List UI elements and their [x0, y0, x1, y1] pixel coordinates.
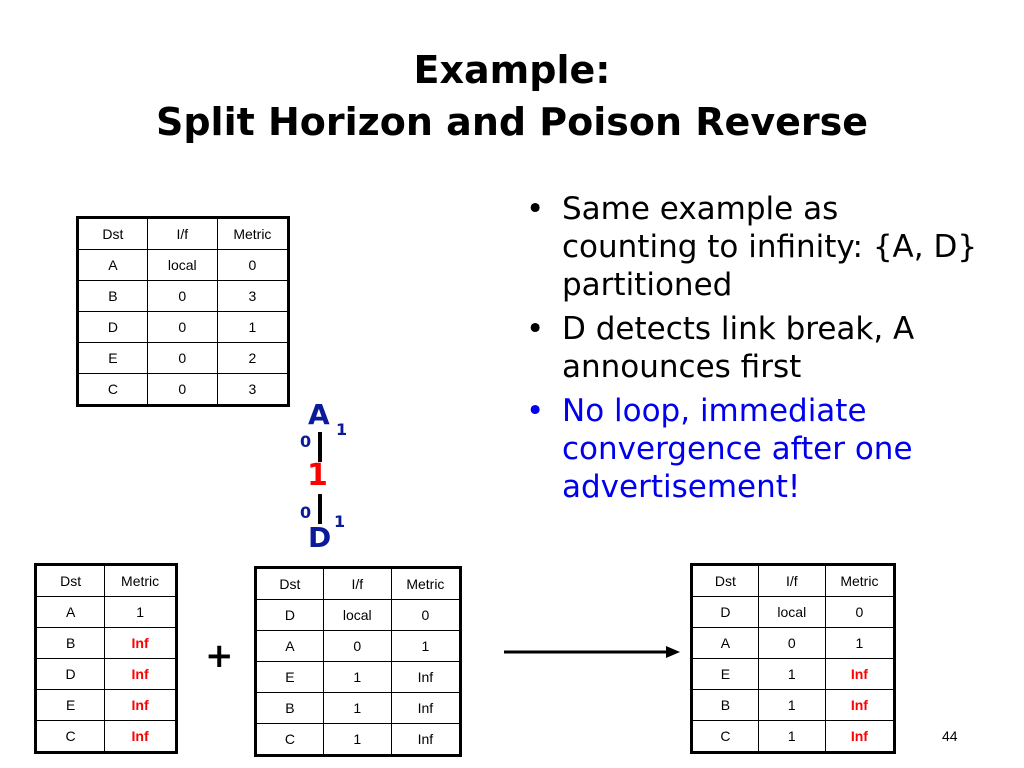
table-cell-inf: Inf [105, 721, 177, 753]
title-line-1: Example: [413, 48, 611, 92]
bullet-text: D detects link break, A announces first [562, 311, 915, 385]
header-cell: Metric [391, 568, 460, 600]
bullet-item [522, 190, 982, 304]
node-d: D [308, 521, 332, 554]
table-cell: D [692, 597, 759, 628]
table-row [692, 597, 895, 628]
plus-sign: + [205, 636, 234, 676]
bullet-item [522, 310, 982, 386]
table-cell: C [36, 721, 105, 753]
table-cell: E [256, 662, 324, 693]
table-cell: 0 [391, 600, 460, 631]
table-cell: B [256, 693, 324, 724]
routing-table-d [254, 566, 462, 757]
table-cell: Inf [391, 724, 460, 756]
table-cell: A [692, 628, 759, 659]
link-line-lower [318, 494, 322, 524]
arrow-right-icon [502, 642, 682, 662]
table-row [36, 690, 177, 721]
bullet-dot-icon: • [526, 311, 545, 347]
table-row [692, 659, 895, 690]
bullet-dot-icon: • [526, 191, 545, 227]
header-cell: I/f [758, 565, 825, 597]
table-cell: 2 [217, 343, 288, 374]
node-d-interface-right: 1 [334, 512, 346, 531]
table-cell-inf: Inf [825, 690, 894, 721]
table-row [692, 721, 895, 753]
table-cell: 3 [217, 281, 288, 312]
bullet-item-highlight [522, 392, 982, 506]
table-cell-inf: Inf [825, 659, 894, 690]
table-row [78, 312, 289, 343]
table-cell: 1 [323, 724, 391, 756]
table-row [256, 631, 461, 662]
header-cell: Metric [825, 565, 894, 597]
routing-table-d-updated [690, 563, 896, 754]
header-cell: I/f [323, 568, 391, 600]
table-cell: 0 [147, 343, 217, 374]
table-header-row [692, 565, 895, 597]
table-cell: E [36, 690, 105, 721]
table-row [256, 693, 461, 724]
table-cell: 1 [758, 721, 825, 753]
node-a: A [308, 398, 330, 431]
table-cell: A [36, 597, 105, 628]
header-cell: I/f [147, 218, 217, 250]
table-cell: 1 [758, 690, 825, 721]
table-cell-inf: Inf [105, 690, 177, 721]
table-cell: C [78, 374, 148, 406]
table-cell: D [256, 600, 324, 631]
table-cell: Inf [391, 693, 460, 724]
table-cell: local [147, 250, 217, 281]
table-cell: 1 [105, 597, 177, 628]
table-row [36, 628, 177, 659]
table-row [78, 343, 289, 374]
table-cell: 0 [758, 628, 825, 659]
bullet-text: No loop, immediate convergence after one advertisement! [562, 393, 913, 505]
table-cell-inf: Inf [825, 721, 894, 753]
table-cell: 3 [217, 374, 288, 406]
table-cell: 0 [825, 597, 894, 628]
table-cell: 1 [323, 662, 391, 693]
table-row [256, 662, 461, 693]
table-cell: 1 [825, 628, 894, 659]
table-cell: E [78, 343, 148, 374]
table-cell: B [692, 690, 759, 721]
node-a-interface-right: 1 [336, 420, 348, 439]
header-cell: Dst [256, 568, 324, 600]
table-cell: 0 [323, 631, 391, 662]
table-cell: local [758, 597, 825, 628]
table-row [36, 721, 177, 753]
table-cell: B [78, 281, 148, 312]
node-d-interface-left: 0 [300, 503, 312, 522]
table-row [692, 628, 895, 659]
table-row [78, 374, 289, 406]
table-cell: local [323, 600, 391, 631]
bullet-text: Same example as counting to infinity: {A, D} partitioned [562, 191, 978, 303]
table-cell: 0 [217, 250, 288, 281]
header-cell: Dst [36, 565, 105, 597]
node-a-interface-left: 0 [300, 432, 312, 451]
table-cell: D [36, 659, 105, 690]
table-cell: Inf [391, 662, 460, 693]
table-cell: 1 [323, 693, 391, 724]
table-row [36, 659, 177, 690]
title-line-2: Split Horizon and Poison Reverse [155, 100, 869, 144]
routing-table-a [76, 216, 290, 407]
header-cell: Dst [78, 218, 148, 250]
table-row [256, 724, 461, 756]
header-cell: Metric [217, 218, 288, 250]
table-row [78, 250, 289, 281]
table-cell: A [256, 631, 324, 662]
table-cell: C [256, 724, 324, 756]
table-cell: 0 [147, 374, 217, 406]
table-cell: C [692, 721, 759, 753]
table-cell: A [78, 250, 148, 281]
header-cell: Dst [692, 565, 759, 597]
table-header-row [78, 218, 289, 250]
table-row [692, 690, 895, 721]
table-cell: B [36, 628, 105, 659]
header-cell: Metric [105, 565, 177, 597]
table-row [78, 281, 289, 312]
table-row [36, 597, 177, 628]
bullet-dot-icon: • [526, 393, 545, 429]
table-cell: 1 [391, 631, 460, 662]
bullet-list [522, 190, 982, 512]
table-cell: E [692, 659, 759, 690]
page-number: 44 [942, 728, 958, 744]
slide-title [0, 44, 1024, 148]
table-header-row [36, 565, 177, 597]
table-cell-inf: Inf [105, 628, 177, 659]
link-weight: 1 [307, 458, 328, 493]
table-row [256, 600, 461, 631]
table-cell: 1 [217, 312, 288, 343]
table-cell: D [78, 312, 148, 343]
advertisement-table-a [34, 563, 178, 754]
table-header-row [256, 568, 461, 600]
table-cell: 0 [147, 312, 217, 343]
table-cell: 0 [147, 281, 217, 312]
table-cell-inf: Inf [105, 659, 177, 690]
table-cell: 1 [758, 659, 825, 690]
